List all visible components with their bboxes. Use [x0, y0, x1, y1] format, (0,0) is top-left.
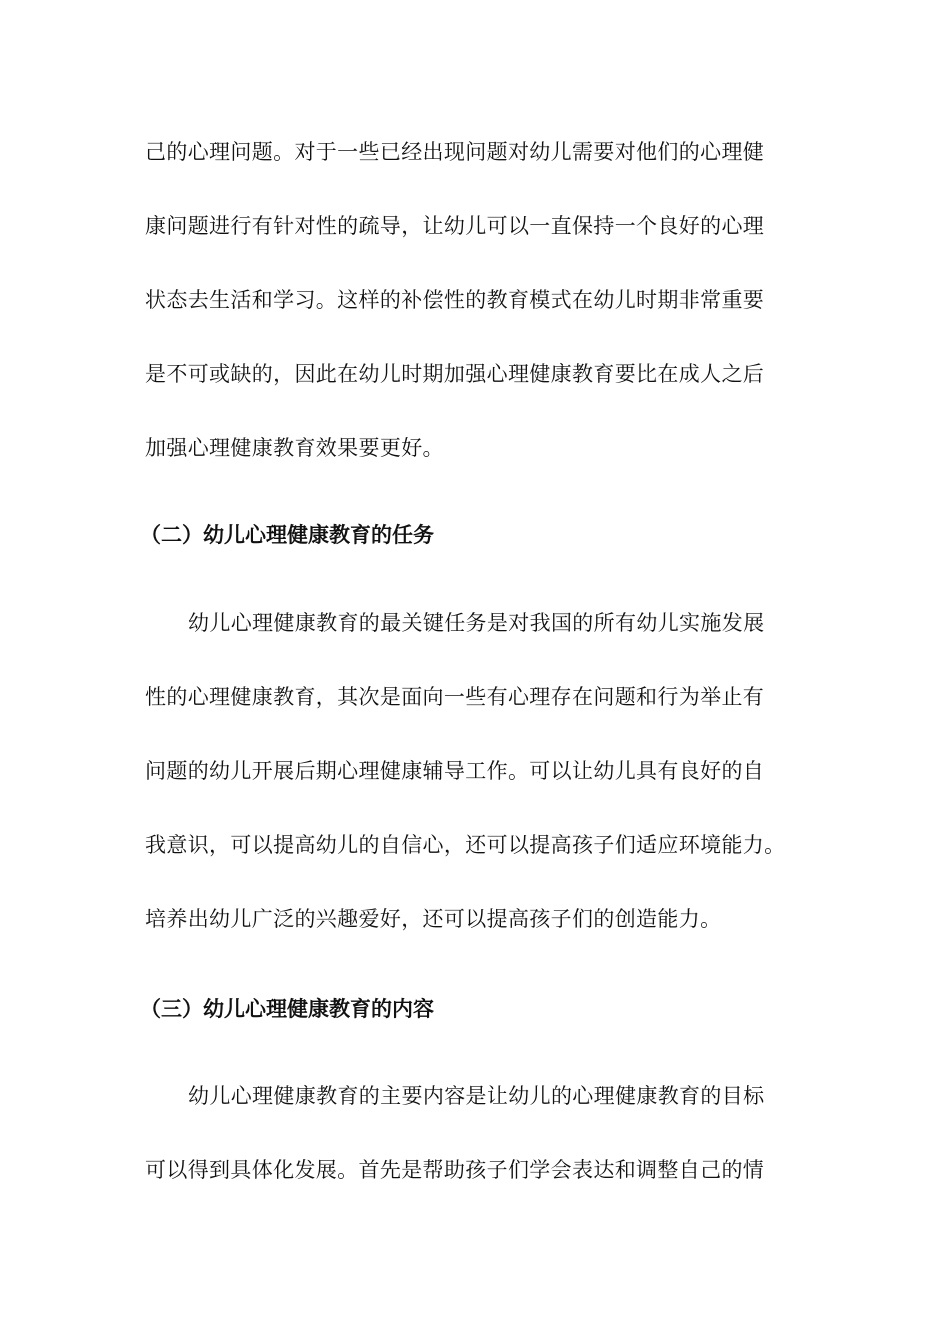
- paragraph-line: 幼儿心理健康教育的最关键任务是对我国的所有幼儿实施发展: [188, 611, 765, 635]
- paragraph-line: 康问题进行有针对性的疏导，让幼儿可以一直保持一个良好的心理: [145, 214, 765, 238]
- paragraph-line: 是不可或缺的，因此在幼儿时期加强心理健康教育要比在成人之后: [145, 362, 765, 386]
- paragraph-line: 问题的幼儿开展后期心理健康辅导工作。可以让幼儿具有良好的自: [145, 759, 765, 783]
- section-heading: （三）幼儿心理健康教育的内容: [140, 997, 434, 1021]
- section-heading: （二）幼儿心理健康教育的任务: [140, 523, 434, 547]
- paragraph-line: 幼儿心理健康教育的主要内容是让幼儿的心理健康教育的目标: [188, 1084, 765, 1108]
- paragraph-line: 己的心理问题。对于一些已经出现问题对幼儿需要对他们的心理健: [145, 140, 765, 164]
- paragraph-line: 可以得到具体化发展。首先是帮助孩子们学会表达和调整自己的情: [145, 1158, 765, 1182]
- paragraph-line: 我意识，可以提高幼儿的自信心，还可以提高孩子们适应环境能力。: [145, 833, 786, 857]
- paragraph-line: 培养出幼儿广泛的兴趣爱好，还可以提高孩子们的创造能力。: [145, 907, 722, 931]
- paragraph-line: 性的心理健康教育，其次是面向一些有心理存在问题和行为举止有: [145, 685, 765, 709]
- paragraph-line: 状态去生活和学习。这样的补偿性的教育模式在幼儿时期非常重要: [145, 288, 765, 312]
- paragraph-line: 加强心理健康教育效果要更好。: [145, 436, 444, 460]
